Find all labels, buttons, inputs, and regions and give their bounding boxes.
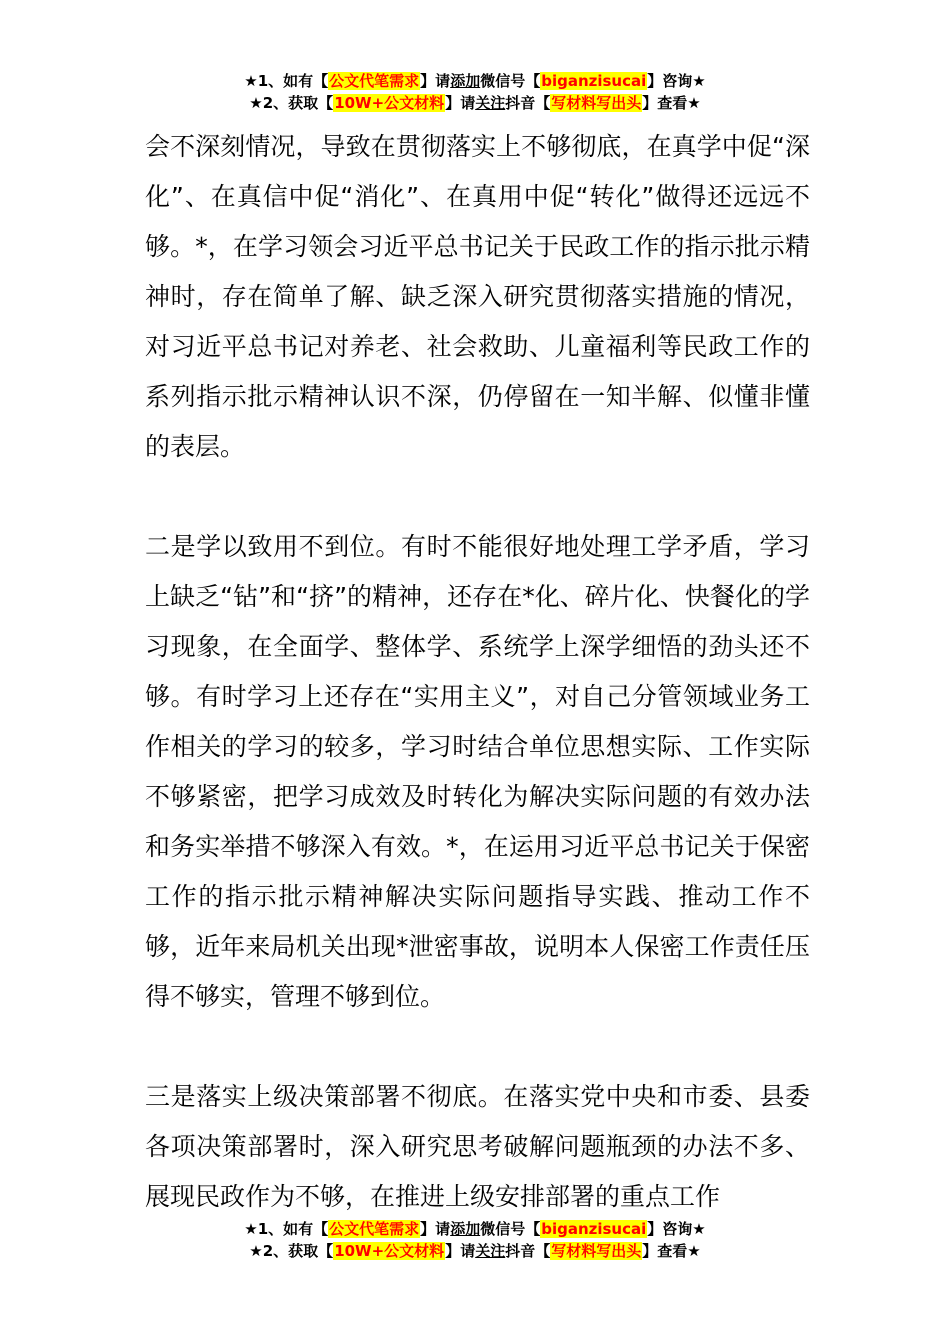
banner-line-2	[0, 92, 950, 114]
banner-line-1	[0, 1218, 950, 1240]
banner-text: 抖音【	[505, 94, 551, 112]
underlined-text: 关注	[475, 1242, 506, 1260]
paragraph-spacer	[145, 1022, 810, 1072]
underlined-text: 添加	[450, 72, 481, 90]
banner-text: ★2、获取【	[249, 1242, 334, 1260]
underlined-text: 添加	[450, 1220, 481, 1238]
highlight-wechat-id: biganzisucai	[541, 72, 647, 90]
paragraph-2: 二是学以致用不到位。有时不能很好地处理工学矛盾，学习上缺乏“钻”和“挤”的精神，还存在*化、碎片化、快餐化的学习现象，在全面学、整体学、系统学上深学细悟的劲头还不够。有时学习上还存在“实用主义”，对自己分管领域业务工作相关的学习的较多，学习时结合单位思想实际、工作实际不够紧密，把学习成效及时转化为解决实际问题的有效办法和务实举措不够深入有效。*，在运用习近平总书记关于保密工作的指示批示精神解决实际问题指导实践、推动工作不够，近年来局机关出现*泄密事故，说明本人保密工作责任压得不够实，管理不够到位。	[145, 532, 810, 1011]
banner-text: 】咨询★	[647, 1220, 706, 1238]
highlight-douyin-id: 写材料写出头	[551, 1242, 642, 1260]
highlight-materials: 10W+公文材料	[334, 94, 445, 112]
banner-text: 微信号【	[480, 1220, 541, 1238]
highlight-douyin-id: 写材料写出头	[551, 94, 642, 112]
highlight-service: 公文代笔需求	[329, 1220, 420, 1238]
banner-text: 】咨询★	[647, 72, 706, 90]
banner-text: 】请	[445, 94, 476, 112]
banner-text: 】查看★	[642, 94, 701, 112]
banner-line-2	[0, 1240, 950, 1262]
paragraph-3: 三是落实上级决策部署不彻底。在落实党中央和市委、县委各项决策部署时，深入研究思考破解问题瓶颈的办法不多、展现民政作为不够，在推进上级安排部署的重点工作	[145, 1082, 810, 1211]
banner-text: 抖音【	[505, 1242, 551, 1260]
paragraph-1: 会不深刻情况，导致在贯彻落实上不够彻底，在真学中促“深化”、在真信中促“消化”、在真用中促“转化”做得还远远不够。*，在学习领会习近平总书记关于民政工作的指示批示精神时，存在简单了解、缺乏深入研究贯彻落实措施的情况，对习近平总书记对养老、社会救助、儿童福利等民政工作的系列指示批示精神认识不深，仍停留在一知半解、似懂非懂的表层。	[145, 132, 810, 461]
footer-banner	[0, 1218, 950, 1262]
banner-text: 】请	[445, 1242, 476, 1260]
underlined-text: 关注	[475, 94, 506, 112]
highlight-materials: 10W+公文材料	[334, 1242, 445, 1260]
banner-line-1	[0, 70, 950, 92]
banner-text: ★1、如有【	[244, 1220, 329, 1238]
paragraph-spacer	[145, 472, 810, 522]
document-body	[145, 122, 810, 1222]
banner-text: ★2、获取【	[249, 94, 334, 112]
banner-text: 】查看★	[642, 1242, 701, 1260]
banner-text: 】请	[420, 1220, 451, 1238]
highlight-wechat-id: biganzisucai	[541, 1220, 647, 1238]
highlight-service: 公文代笔需求	[329, 72, 420, 90]
banner-text: 】请	[420, 72, 451, 90]
banner-text: 微信号【	[480, 72, 541, 90]
header-banner	[0, 70, 950, 114]
banner-text: ★1、如有【	[244, 72, 329, 90]
